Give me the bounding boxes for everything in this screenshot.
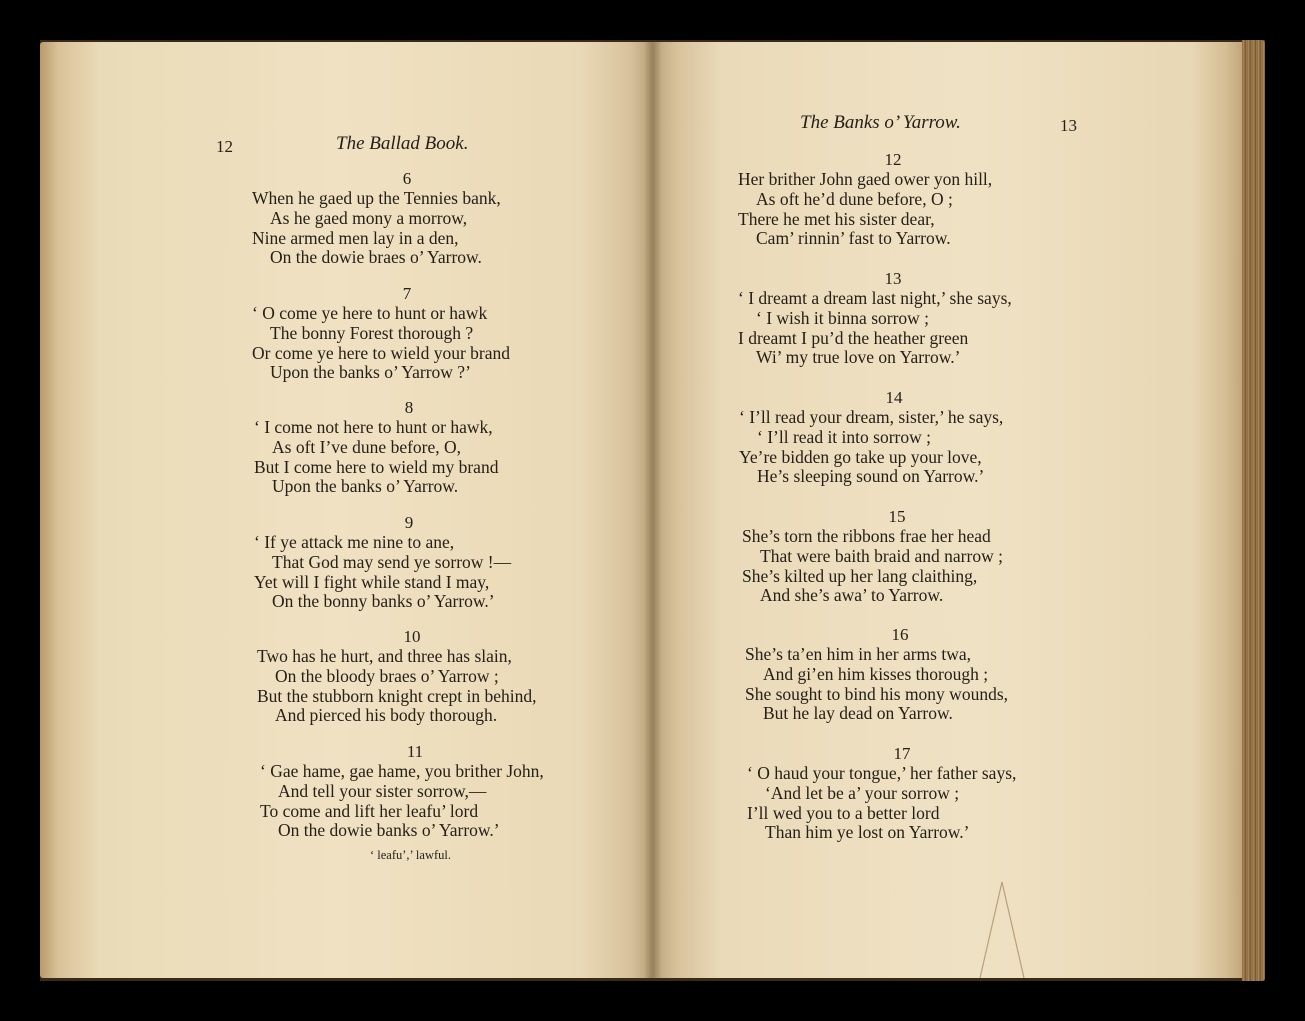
stanza bbox=[254, 513, 614, 612]
verse-line: The bonny Forest thorough ? bbox=[270, 322, 474, 343]
verse-line: Upon the banks o’ Yarrow. bbox=[272, 476, 459, 497]
stanza-number: 6 bbox=[402, 169, 412, 188]
stanza bbox=[739, 388, 1099, 487]
stanza bbox=[747, 744, 1107, 843]
stanza bbox=[742, 507, 1102, 606]
verse-line: Her brither John gaed ower yon hill, bbox=[738, 169, 993, 189]
verse-line: To come and lift her leafu’ lord bbox=[260, 800, 479, 821]
stanza-number: 9 bbox=[404, 513, 414, 532]
stanza-number: 12 bbox=[884, 150, 902, 169]
verse-line: As oft he’d dune before, O ; bbox=[756, 188, 953, 209]
verse-line: ‘ I dreamt a dream last night,’ she says, bbox=[738, 288, 1012, 308]
stanza-number: 8 bbox=[404, 398, 414, 417]
verse-line: Nine armed men lay in a den, bbox=[252, 227, 459, 248]
verse-line: She’s torn the ribbons frae her head bbox=[742, 526, 991, 546]
verse-line: Upon the banks o’ Yarrow ?’ bbox=[270, 362, 471, 383]
verse-line: When he gaed up the Tennies bank, bbox=[252, 188, 501, 208]
verse-line: And pierced his body thorough. bbox=[275, 705, 498, 726]
page-crease bbox=[972, 882, 1032, 978]
verse-line: And gi’en him kisses thorough ; bbox=[763, 663, 989, 684]
right-page bbox=[652, 42, 1242, 978]
verse-line: As he gaed mony a morrow, bbox=[270, 207, 468, 228]
verse-line: He’s sleeping sound on Yarrow.’ bbox=[757, 466, 985, 487]
verse-line: But he lay dead on Yarrow. bbox=[763, 703, 953, 724]
verse-line: On the bloody braes o’ Yarrow ; bbox=[275, 665, 499, 686]
verse-line: Wi’ my true love on Yarrow.’ bbox=[756, 347, 961, 368]
stanza-number: 7 bbox=[402, 284, 412, 303]
verse-line: And tell your sister sorrow,— bbox=[278, 780, 487, 801]
verse-line: Two has he hurt, and three has slain, bbox=[257, 646, 512, 666]
verse-line: But the stubborn knight crept in behind, bbox=[257, 685, 537, 706]
verse-line: ‘ O haud your tongue,’ her father says, bbox=[747, 763, 1017, 783]
stanza-number: 16 bbox=[891, 625, 909, 644]
verse-line: That were baith braid and narrow ; bbox=[760, 545, 1003, 566]
verse-line: But I come here to wield my brand bbox=[254, 456, 499, 477]
page-edges bbox=[1242, 40, 1265, 981]
stanza-number: 13 bbox=[884, 269, 902, 288]
verse-line: That God may send ye sorrow !— bbox=[272, 551, 512, 572]
stanza-number: 10 bbox=[403, 627, 421, 646]
verse-line: ‘ If ye attack me nine to ane, bbox=[254, 532, 455, 552]
book-gutter bbox=[644, 42, 662, 978]
verse-line: ‘ Gae hame, gae hame, you brither John, bbox=[260, 761, 544, 781]
verse-line: ‘ I wish it binna sorrow ; bbox=[756, 307, 930, 328]
left-page bbox=[40, 42, 652, 978]
verse-line: On the dowie banks o’ Yarrow.’ bbox=[278, 820, 500, 841]
verse-line: She’s kilted up her lang claithing, bbox=[742, 565, 978, 586]
verse-line: ‘ O come ye here to hunt or hawk bbox=[252, 303, 488, 323]
stanza bbox=[252, 284, 612, 383]
verse-line: Than him ye lost on Yarrow.’ bbox=[765, 822, 970, 843]
page-number: 12 bbox=[216, 137, 233, 156]
stanza bbox=[738, 150, 1098, 249]
running-header: The Banks o’ Yarrow. bbox=[800, 112, 961, 133]
stanza-number: 15 bbox=[888, 507, 906, 526]
verse-line: On the bonny banks o’ Yarrow.’ bbox=[272, 591, 495, 612]
stanza bbox=[254, 398, 614, 497]
verse-line: Cam’ rinnin’ fast to Yarrow. bbox=[756, 228, 951, 249]
verse-line: Ye’re bidden go take up your love, bbox=[739, 446, 982, 467]
verse-line: She’s ta’en him in her arms twa, bbox=[745, 644, 971, 664]
verse-line: I’ll wed you to a better lord bbox=[747, 802, 940, 823]
open-book bbox=[40, 40, 1265, 981]
verse-line: And she’s awa’ to Yarrow. bbox=[760, 585, 944, 606]
running-header: The Ballad Book. bbox=[336, 133, 469, 154]
verse-line: ‘And let be a’ your sorrow ; bbox=[765, 782, 960, 803]
verse-line: On the dowie braes o’ Yarrow. bbox=[270, 247, 482, 268]
verse-line: Or come ye here to wield your brand bbox=[252, 342, 511, 363]
verse-line: Yet will I fight while stand I may, bbox=[254, 571, 490, 592]
verse-line: I dreamt I pu’d the heather green bbox=[738, 327, 969, 348]
stanza-number: 14 bbox=[885, 388, 903, 407]
verse-line: There he met his sister dear, bbox=[738, 208, 935, 229]
verse-line: She sought to bind his mony wounds, bbox=[745, 683, 1009, 704]
stanza bbox=[738, 269, 1098, 368]
stanza-number: 17 bbox=[893, 744, 911, 763]
stanza bbox=[260, 742, 620, 841]
stanza-number: 11 bbox=[406, 742, 424, 761]
verse-line: As oft I’ve dune before, O, bbox=[272, 436, 462, 457]
stanza bbox=[745, 625, 1105, 724]
verse-line: ‘ I come not here to hunt or hawk, bbox=[254, 417, 493, 437]
stanza bbox=[252, 169, 612, 268]
verse-line: ‘ I’ll read it into sorrow ; bbox=[757, 426, 931, 447]
stanza bbox=[257, 627, 617, 726]
verse-line: ‘ I’ll read your dream, sister,’ he says, bbox=[739, 407, 1004, 427]
page-number: 13 bbox=[1060, 116, 1077, 135]
footnote: ‘ leafu’,’ lawful. bbox=[370, 848, 451, 862]
